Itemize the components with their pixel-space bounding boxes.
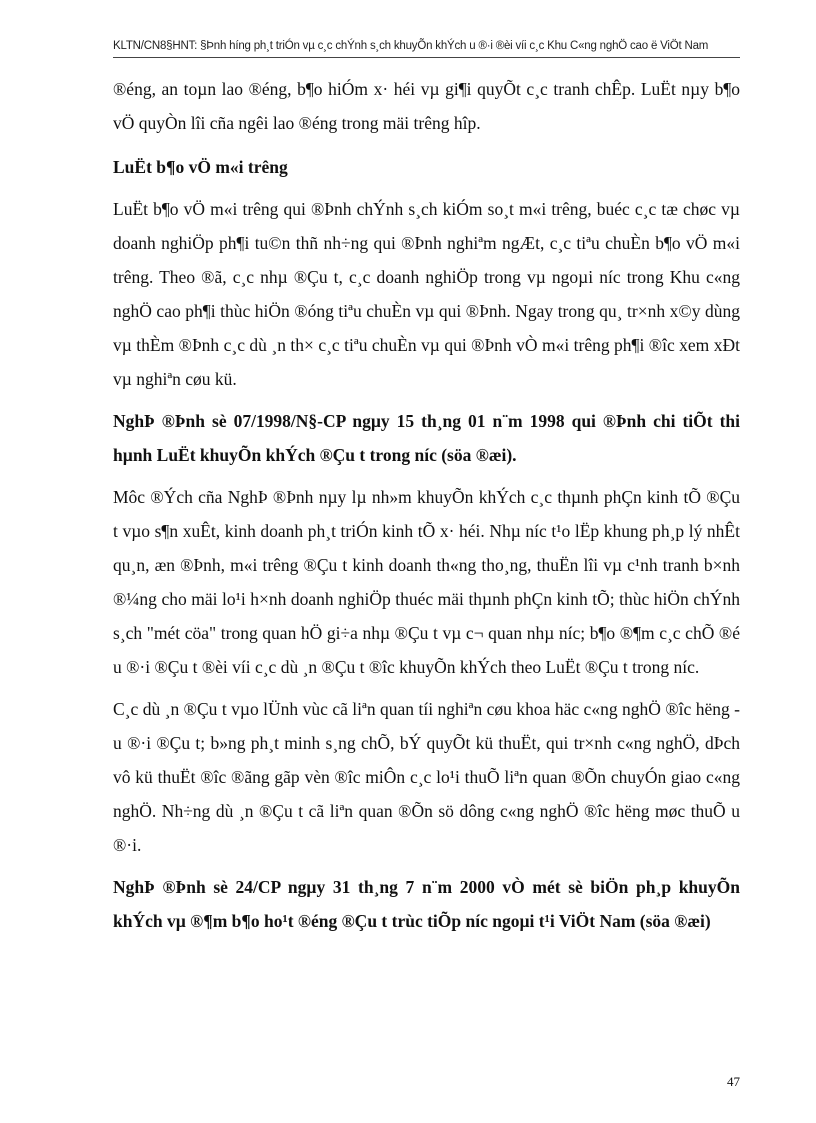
- paragraph-labor-protection: ®éng, an toµn lao ®éng, b¶o hiÓm x· héi vµ gi¶i quyÕt c¸c tranh chÊp. LuËt nµy b¶o vÖ quyÒn lîi cña ngêi lao ®éng trong mäi trêng hîp.: [113, 79, 740, 133]
- page-number: 47: [727, 1074, 740, 1089]
- paragraph-environment-law: LuËt b¶o vÖ m«i trêng qui ®Þnh chÝnh s¸ch kiÓm so¸t m«i trêng, buéc c¸c tæ chøc vµ doanh nghiÖp ph¶i tu©n thñ nh÷ng qui ®Þnh nghiªm ngÆt, c¸c tiªu chuÈn b¶o vÖ m«i trêng. Theo ®ã, c¸c nhµ ®Çu t, c¸c doanh nghiÖp trong vµ ngoµi níc trong Khu c«ng nghÖ cao ph¶i thùc hiÖn ®óng tiªu chuÈn vµ qui ®Þnh. Ngay trong qu¸ tr×nh x©y dùng vµ thÈm ®Þnh c¸c dù ¸n th× c¸c tiªu chuÈn vµ qui ®Þnh vÒ m«i trêng ph¶i ®îc xem xÐt vµ nghiªn cøu kü.: [113, 199, 740, 389]
- heading-decree-24-cp: NghÞ ®Þnh sè 24/CP ngµy 31 th¸ng 7 n¨m 2000 vÒ mét sè biÖn ph¸p khuyÕn khÝch vµ ®¶m b¶o ho¹t ®éng ®Çu t trùc tiÕp níc ngoµi t¹i ViÖt Nam (söa ®æi): [113, 877, 740, 931]
- document-body: [113, 72, 740, 946]
- heading-environment-law: LuËt b¶o vÖ m«i trêng: [113, 157, 288, 177]
- paragraph-decree-purpose: Môc ®Ých cña NghÞ ®Þnh nµy lµ nh»m khuyÕn khÝch c¸c thµnh phÇn kinh tÕ ®Çu t vµo s¶n xuÊt, kinh doanh ph¸t triÓn kinh tÕ x· héi. Nhµ níc t¹o lËp khung ph¸p lý nhÊt qu¸n, æn ®Þnh, m«i trêng ®Çu t kinh doanh th«ng tho¸ng, thuËn lîi vµ c¹nh tranh b×nh ®¼ng cho mäi lo¹i h×nh doanh nghiÖp thuéc mäi thµnh phÇn kinh tÕ; thùc hiÖn chÝnh s¸ch "mét cöa" trong quan hÖ gi÷a nhµ ®Çu t vµ c¬ quan nhµ níc; b¶o ®¶m c¸c chÕ ®é u ®·i ®Çu t ®èi víi c¸c dù ¸n ®Çu t ®îc khuyÕn khÝch theo LuËt ®Çu t trong níc.: [113, 487, 740, 677]
- page-header: KLTN/CN8§HNT: §Þnh híng ph¸t triÓn vµ c¸c chÝnh s¸ch khuyÕn khÝch u ®·i ®èi víi c¸c Khu C«ng nghÖ cao ë ViÖt Nam: [113, 38, 740, 58]
- heading-decree-07-1998: NghÞ ®Þnh sè 07/1998/N§-CP ngµy 15 th¸ng 01 n¨m 1998 qui ®Þnh chi tiÕt thi hµnh LuËt khuyÕn khÝch ®Çu t trong níc (söa ®æi).: [113, 411, 740, 465]
- paragraph-research-investment: C¸c dù ¸n ®Çu t vµo lÜnh vùc cã liªn quan tíi nghiªn cøu khoa häc c«ng nghÖ ®îc hëng u ®·i ®Çu t; b»ng ph¸t minh s¸ng chÕ, bÝ quyÕt kü thuËt, qui tr×nh c«ng nghÖ, dÞch vô kü thuËt ®îc ®ãng gãp vèn ®îc miÔn c¸c lo¹i thuÕ liªn quan ®Õn chuyÓn giao c«ng nghÖ. Nh÷ng dù ¸n ®Çu t cã liªn quan ®Õn sö dông c«ng nghÖ ®îc hëng møc thuÕ u ®·i.: [113, 699, 740, 855]
